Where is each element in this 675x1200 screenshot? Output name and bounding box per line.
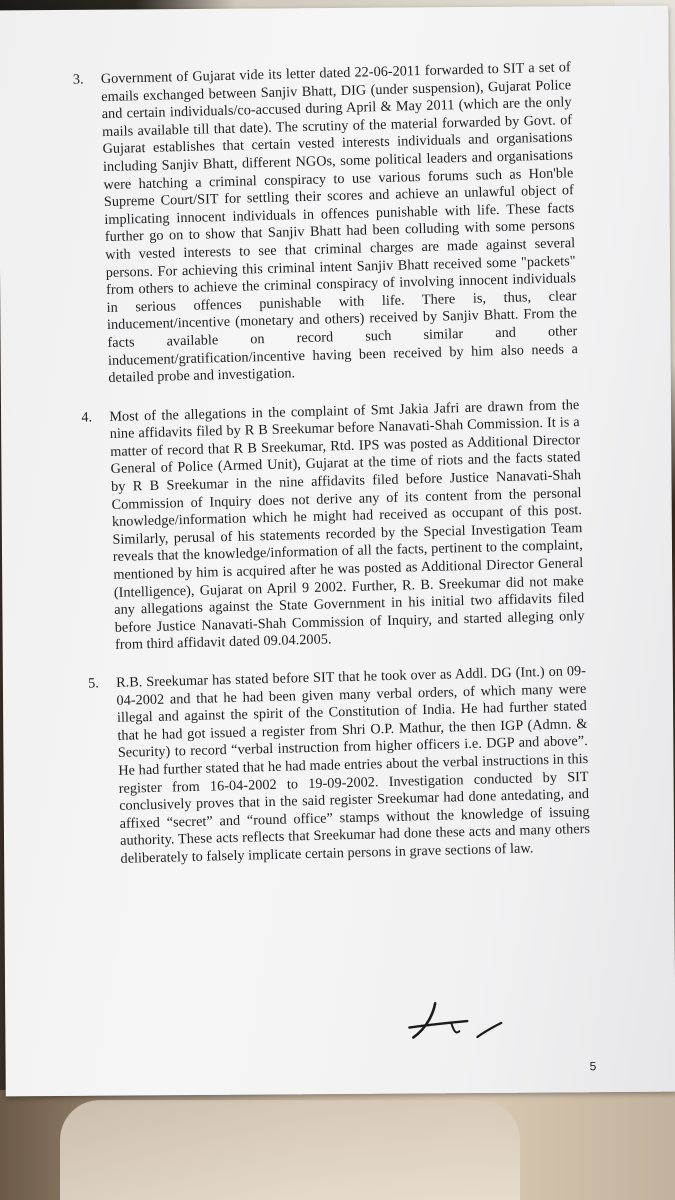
document-body	[71, 59, 591, 869]
paragraph-text: Most of the allegations in the complaint of Smt Jakia Jafri are drawn from the nine affidavits filed by R B Sreekumar before Nanavati-Shah Commission. It is a matter of record that R B Sreekumar, Rtd. IPS was posted as Additional Director General of Police (Armed Unit), Gujarat at the time of riots and the facts stated by R B Sreekumar in the nine affidavits filed before Justice Nanavati-Shah Commission of Inquiry does not derive any of its content from the personal knowledge/information which he might had received as occupant of this post. Similarly, perusal of his statements recorded by the Special Investigation Team reveals that the knowledge/information of all the facts, pertinent to the complaint, mentioned by him is acquired after he was posted as Additional Director General (Intelligence), Gujarat on April 9 2002. Further, R. B. Sreekumar did not make any allegations against the State Government in his initial two affidavits filed before Justice Nanavati-Shah Commission of Inquiry, and started alleging only from third affidavit dated 09.04.2005.	[109, 396, 585, 654]
paragraph-number: 5.	[87, 675, 100, 692]
paragraph-4	[79, 397, 585, 656]
paragraph-number: 3.	[72, 71, 84, 88]
signature	[405, 997, 510, 1050]
paragraph-number: 4.	[81, 409, 93, 426]
paragraph-3	[71, 59, 579, 388]
document-page	[0, 6, 675, 1097]
paragraph-5	[86, 663, 591, 869]
page-number: 5	[589, 1059, 597, 1074]
paragraph-text: Government of Gujarat vide its letter dated 22-06-2011 forwarded to SIT a set of emails exchanged between Sanjiv Bhatt, DIG (under suspension), Gujarat Police and certain individuals/co-accused during April & May 2011 (which are the only mails available till that date). The scrutiny of the material forwarded by Govt. of Gujarat establishes that certain vested interests individuals and organisations including Sanjiv Bhatt, different NGOs, some political leaders and organisations were hatching a criminal conspiracy to use various forums such as Hon'ble Supreme Court/SIT for settling their scores and achieve an unlawful object of implicating innocent individuals in offences punishable with life. These facts further go on to show that Sanjiv Bhatt had been colluding with some persons with vested interests to see that criminal charges are made against several persons. For achieving this criminal intent Sanjiv Bhatt received some "packets" from others to achieve the criminal conspiracy of involving innocent individuals in serious offences punishable with life. There is, thus, clear inducement/incentive (monetary and others) received by Sanjiv Bhatt. From the facts available on record such similar and other inducement/gratification/incentive having been received by him also needs a detailed probe and investigation.	[100, 59, 579, 387]
background-cloth	[60, 1100, 520, 1200]
paragraph-text: R.B. Sreekumar has stated before SIT that he took over as Addl. DG (Int.) on 09-04-2002 and that he had been given many verbal orders, of which many were illegal and against the spirit of the Constitution of India. He had further stated that he had got issued a register from Shri O.P. Mathur, the then IGP (Admn. & Security) to record “verbal instruction from higher officers i.e. DGP and above”. He had further stated that he had made entries about the verbal instructions in this register from 16-04-2002 to 19-09-2002. Investigation conducted by SIT conclusively proves that in the said register Sreekumar had done antedating, and affixed “secret” and “round office” stamps without the knowledge of issuing authority. These acts reflects that Sreekumar had done these acts and many others deliberately to falsely implicate certain persons in grave sections of law.	[115, 663, 591, 867]
